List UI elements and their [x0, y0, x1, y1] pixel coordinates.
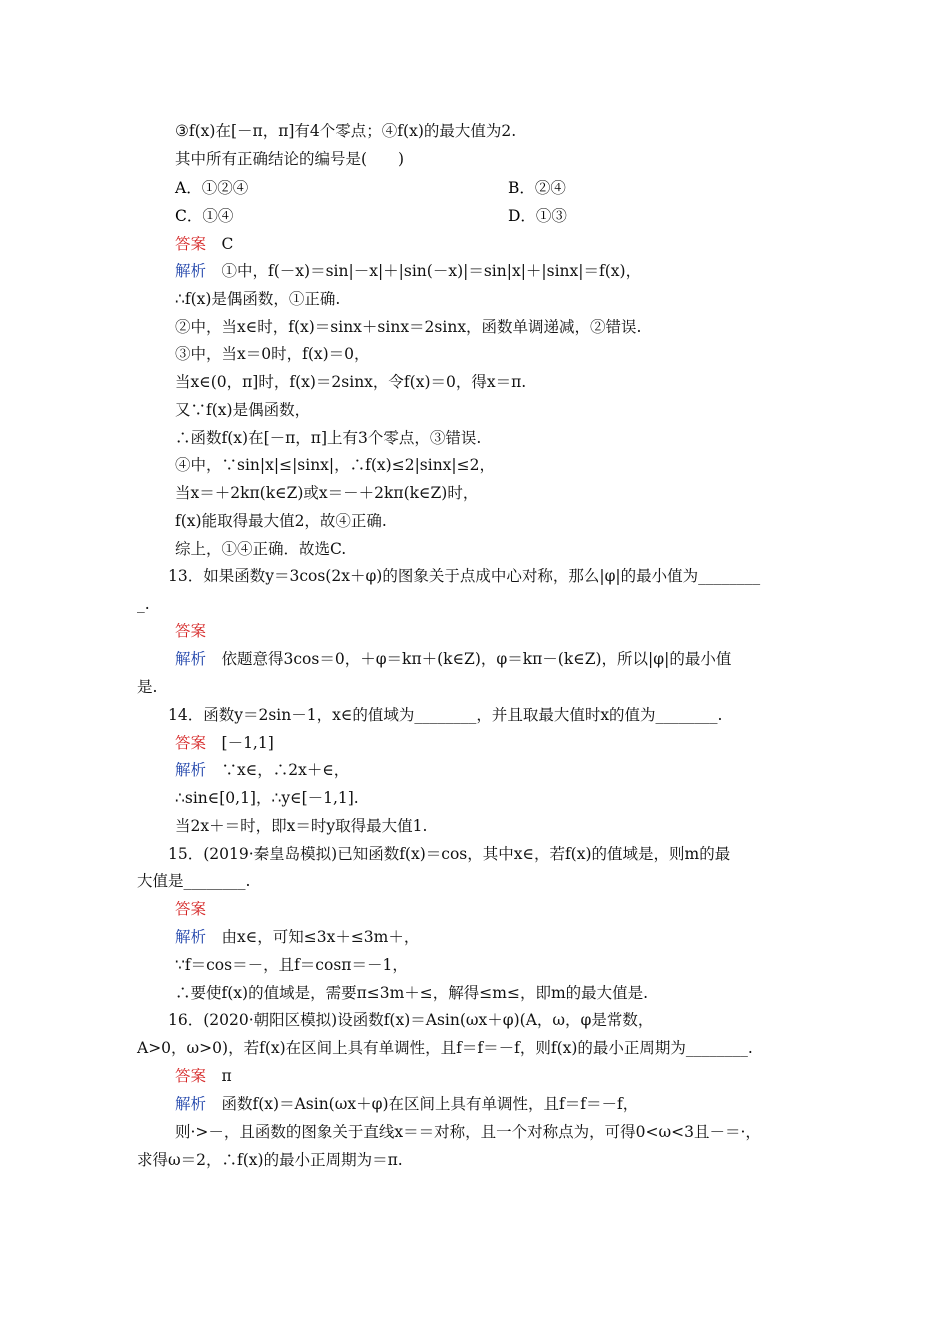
- line-text: ∵f＝cos＝－，且f＝cosπ＝－1，: [175, 956, 408, 974]
- line-text: 其中所有正确结论的编号是( ): [175, 150, 405, 168]
- line-text: ∴f(x)是偶函数，①正确.: [175, 290, 341, 308]
- text-line: [137, 1010, 653, 1030]
- text-line: [175, 455, 495, 475]
- text-line: [175, 621, 206, 641]
- line-text: ③f(x)在[－π，π]有4个零点；④f(x)的最大值为2.: [175, 122, 517, 140]
- line-text: ①中，f(－x)＝sin|－x|＋|sin(－x)|＝sin|x|＋|sinx|＝f(x)，: [206, 262, 642, 280]
- text-line: [175, 121, 516, 141]
- text-line: [175, 372, 526, 392]
- text-line: [137, 566, 760, 586]
- text-line: [175, 261, 641, 281]
- analysis-label: 解析: [175, 650, 207, 668]
- analysis-label: 解析: [175, 761, 207, 779]
- text-line: [175, 234, 233, 254]
- option-b: B．②④: [508, 179, 566, 197]
- text-line: [175, 289, 340, 309]
- text-line: [175, 760, 349, 780]
- line-text: 则·>－，且函数的图象关于直线x＝＝对称，且一个对称点为，可得0<ω<3且－＝·，: [175, 1123, 761, 1141]
- line-text: f(x)能取得最大值2，故④正确.: [175, 512, 387, 530]
- line-text: 16．(2020·朝阳区模拟)设函数f(x)＝Asin(ωx＋φ)(A，ω，φ是常数，: [137, 1011, 654, 1029]
- line-text: 大值是________.: [137, 872, 251, 890]
- line-text: 求得ω＝2，∴f(x)的最小正周期为＝π.: [137, 1151, 403, 1169]
- analysis-label: 解析: [175, 262, 207, 280]
- analysis-label: 解析: [175, 928, 207, 946]
- line-text: 当x＝＋2kπ(k∈Z)或x＝－＋2kπ(k∈Z)时，: [175, 484, 479, 502]
- text-line: [175, 983, 648, 1003]
- line-text: ∵x∈，∴2x＋∈，: [206, 761, 350, 779]
- line-text: _.: [137, 595, 150, 613]
- answer-label: 答案: [175, 622, 207, 640]
- text-line: [175, 733, 274, 753]
- text-line: [175, 816, 427, 836]
- text-line: [137, 594, 150, 614]
- line-text: ∴要使f(x)的值域是，需要π≤3m＋≤，解得≤m≤，即m的最大值是.: [175, 984, 649, 1002]
- line-text: 综上，①④正确．故选C.: [175, 540, 347, 558]
- answer-label: 答案: [175, 1067, 207, 1085]
- text-line: [175, 927, 419, 947]
- answer-label: 答案: [175, 734, 207, 752]
- text-line: [175, 344, 370, 364]
- text-line: [175, 511, 387, 531]
- text-line: [175, 400, 310, 420]
- text-line: [175, 1094, 638, 1114]
- text-line: [175, 1066, 232, 1086]
- line-text: A>0，ω>0)，若f(x)在区间上具有单调性，且f＝f＝－f，则f(x)的最小正周期为________.: [137, 1039, 753, 1057]
- text-line: [137, 705, 722, 725]
- text-line: [175, 539, 346, 559]
- line-text: ∴sin∈[0,1]，∴y∈[－1,1].: [175, 789, 359, 807]
- text-line: [175, 788, 359, 808]
- line-text: 13．如果函数y＝3cos(2x＋φ)的图象关于点成中心对称，那么|φ|的最小值为________: [137, 567, 761, 585]
- answer-label: 答案: [175, 900, 207, 918]
- text-line: [137, 1150, 403, 1170]
- text-line: [137, 871, 250, 891]
- line-text: 当x∈(0，π]时，f(x)＝2sinx，令f(x)＝0，得x＝π.: [175, 373, 527, 391]
- text-line: [175, 483, 478, 503]
- option-a: A．①②④: [175, 179, 249, 197]
- line-text: 是.: [137, 678, 158, 696]
- line-text: 14．函数y＝2sin－1，x∈的值域为________，并且取最大值时x的值为________.: [137, 706, 723, 724]
- line-text: 15．(2019·秦皇岛模拟)已知函数f(x)＝cos，其中x∈，若f(x)的值域是，则m的最: [137, 845, 731, 863]
- line-text: π: [206, 1067, 232, 1085]
- text-line: [175, 899, 206, 919]
- line-text: ④中，∵sin|x|≤|sinx|，∴f(x)≤2|sinx|≤2，: [175, 456, 495, 474]
- text-line: [137, 1038, 753, 1058]
- line-text: 当2x＋＝时，即x＝时y取得最大值1.: [175, 817, 428, 835]
- line-text: ②中，当x∈时，f(x)＝sinx＋sinx＝2sinx，函数单调递减，②错误.: [175, 318, 642, 336]
- line-text: C: [206, 235, 234, 253]
- line-text: ③中，当x＝0时，f(x)＝0，: [175, 345, 370, 363]
- text-line: [175, 317, 642, 337]
- text-line: [137, 844, 730, 864]
- line-text: 函数f(x)＝Asin(ωx＋φ)在区间上具有单调性，且f＝f＝－f，: [206, 1095, 639, 1113]
- line-text: 依题意得3cos＝0，＋φ＝kπ＋(k∈Z)，φ＝kπ－(k∈Z)，所以|φ|的最小值: [206, 650, 732, 668]
- text-line: [175, 649, 731, 669]
- text-line: [137, 677, 157, 697]
- text-line: [175, 428, 481, 448]
- line-text: 又∵f(x)是偶函数，: [175, 401, 311, 419]
- line-text: 由x∈，可知≤3x＋≤3m＋，: [206, 928, 420, 946]
- line-text: [－1,1]: [206, 734, 274, 752]
- text-line: [175, 149, 404, 169]
- answer-label: 答案: [175, 235, 207, 253]
- analysis-label: 解析: [175, 1095, 207, 1113]
- option-c: C．①④: [175, 207, 234, 225]
- text-line: [175, 1122, 761, 1142]
- text-line: [175, 955, 408, 975]
- option-d: D．①③: [508, 207, 567, 225]
- line-text: ∴函数f(x)在[－π，π]上有3个零点，③错误.: [175, 429, 482, 447]
